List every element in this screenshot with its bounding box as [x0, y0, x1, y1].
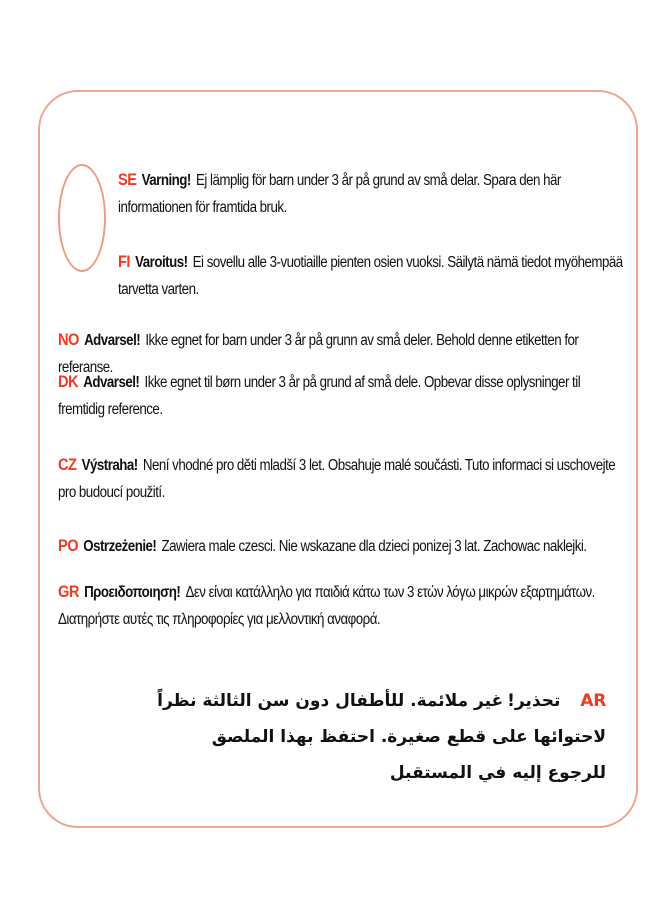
warning-title: Výstraha!: [81, 457, 138, 474]
language-code: GR: [58, 582, 79, 601]
warning-text: Není vhodné pro děti mladší 3 let. Obsahuje malé součásti. Tuto informaci si uschovejte pro budoucí použití.: [58, 457, 616, 501]
language-code: AR: [580, 691, 606, 711]
warning-title: تحذير!: [507, 691, 561, 711]
warning-text: Ej lämplig för barn under 3 år på grund av små delar. Spara den här informationen för framtida bruk.: [118, 172, 561, 216]
warning-dk: [58, 368, 621, 423]
warning-text: غير ملائمة. للأطفال دون سن الثالثة نظراً لاحتوائها على قطع صغيرة. احتفظ بهذا الملصق للرجوع إليه في المستقبل: [157, 691, 606, 783]
warning-title: Varning!: [141, 172, 191, 189]
warning-text: Ikke egnet for barn under 3 år på grunn av små deler. Behold denne etiketten for referanse.: [58, 332, 579, 376]
warning-text: Δεν είναι κατάλληλο για παιδιά κάτω των 3 ετών λόγω μικρών εξαρτημάτων. Διατηρήστε αυτές τις πληροφορίες για μελλοντική αναφορά.: [58, 584, 595, 628]
warning-title: Προειδοποιηση!: [84, 584, 181, 601]
circle-mark-icon: [58, 164, 106, 272]
warning-gr: [58, 578, 621, 633]
warning-title: Ostrzeżenie!: [83, 538, 157, 555]
language-code: DK: [58, 372, 79, 391]
warning-text: Zawiera male czesci. Nie wskazane dla dzieci ponizej 3 lat. Zachowac naklejki.: [161, 538, 587, 555]
language-code: FI: [118, 252, 130, 271]
warning-title: Varoitus!: [135, 254, 188, 271]
warning-se: [118, 166, 625, 221]
warning-ar: [150, 683, 606, 791]
language-code: CZ: [58, 455, 77, 474]
language-code: SE: [118, 170, 137, 189]
warning-title: Advarsel!: [84, 332, 141, 349]
warning-text: Ei sovellu alle 3-vuotiaille pienten osien vuoksi. Säilytä nämä tiedot myöhempää tarvetta varten.: [118, 254, 623, 298]
warning-fi: [118, 248, 625, 303]
warning-title: Advarsel!: [83, 374, 140, 391]
language-code: PO: [58, 536, 79, 555]
warning-text: Ikke egnet til børn under 3 år på grund af små dele. Opbevar disse oplysninger til fremtidig reference.: [58, 374, 581, 418]
warning-po: [58, 532, 621, 560]
warning-cz: [58, 451, 621, 506]
language-code: NO: [58, 330, 79, 349]
